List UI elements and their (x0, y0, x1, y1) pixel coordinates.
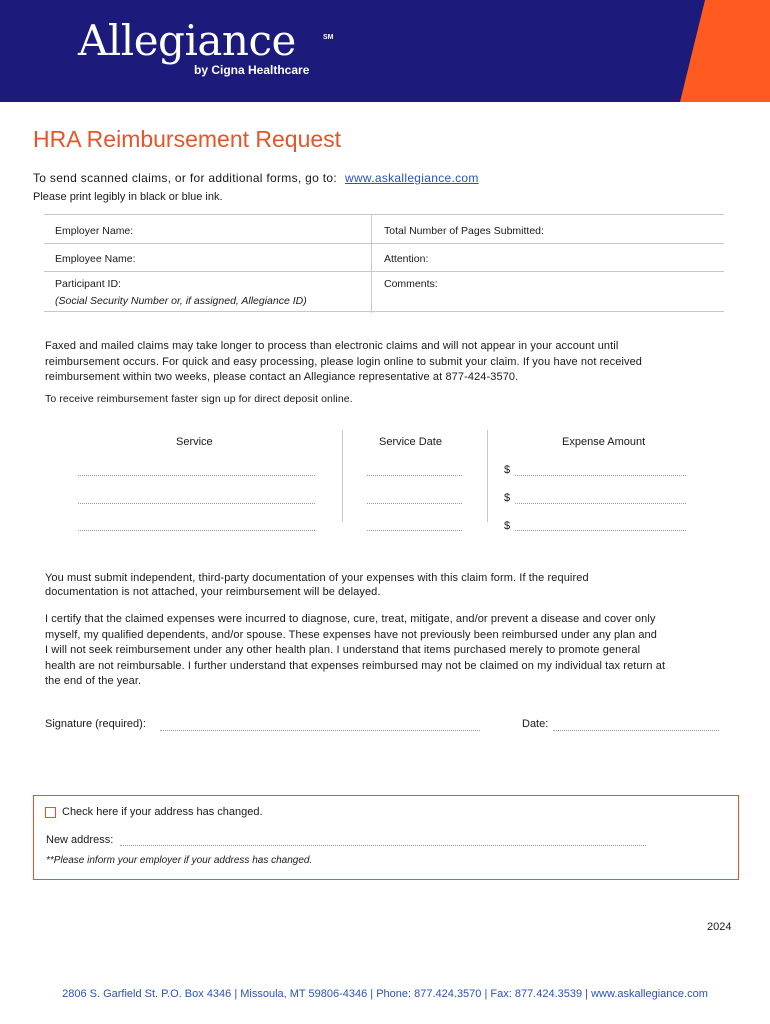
amount-line-2[interactable] (515, 503, 686, 504)
amount-line-1[interactable] (515, 475, 686, 476)
address-changed-checkbox[interactable] (45, 807, 56, 818)
processing-notice (45, 339, 642, 386)
participant-id-note: (Social Security Number or, if assigned, Allegiance ID) (55, 295, 307, 307)
comments-field[interactable]: Comments: (384, 278, 438, 290)
certification-statement (45, 612, 665, 690)
amount-line-3[interactable] (515, 530, 686, 531)
address-change-note: **Please inform your employer if your address has changed. (46, 855, 313, 866)
date-label: Date: (522, 718, 549, 730)
scan-instructions (33, 171, 479, 185)
certification-line: I will not seek reimbursement under any other health plan. I understand that items purchased merely to promote general (45, 644, 641, 656)
ink-instructions: Please print legibly in black or blue ink. (33, 191, 223, 203)
askallegiance-link[interactable]: www.askallegiance.com (344, 171, 479, 185)
notice-line: Faxed and mailed claims may take longer to process than electronic claims and will not appear in your account until (45, 340, 619, 352)
info-divider (371, 215, 372, 313)
service-mark: SM (323, 34, 334, 41)
employee-name-field[interactable]: Employee Name: (55, 253, 136, 265)
service-column-header: Service (176, 436, 213, 448)
header-banner (0, 0, 770, 102)
participant-info-table (44, 214, 724, 312)
participant-id-field[interactable]: Participant ID: (55, 278, 121, 290)
notice-line: reimbursement occurs. For quick and easy processing, please login online to submit your claim. If you have not received (45, 355, 643, 368)
documentation-line: You must submit independent, third-party documentation of your expenses with this claim form. If the required (45, 572, 589, 584)
service-line-2[interactable] (78, 503, 315, 504)
service-date-line-1[interactable] (367, 475, 462, 476)
address-changed-label: Check here if your address has changed. (62, 806, 263, 818)
attention-field[interactable]: Attention: (384, 253, 429, 265)
column-divider (342, 430, 343, 522)
service-date-column-header: Service Date (379, 436, 442, 448)
dollar-sign: $ (504, 520, 511, 532)
address-change-box (33, 795, 739, 880)
date-line[interactable] (553, 730, 719, 731)
expense-amount-column-header: Expense Amount (562, 436, 646, 448)
corner-accent-shape (680, 0, 770, 102)
scan-instructions-text: To send scanned claims, or for additional forms, go to: (33, 171, 337, 185)
signature-label: Signature (required): (45, 718, 146, 730)
certification-line: myself, my qualified dependents, and/or spouse. These expenses have not previously been reimbursed under any plan and (45, 628, 657, 641)
form-year: 2024 (707, 921, 732, 933)
new-address-line[interactable] (120, 845, 646, 846)
direct-deposit-note: To receive reimbursement faster sign up for direct deposit online. (45, 393, 353, 405)
employer-name-field[interactable]: Employer Name: (55, 225, 134, 237)
service-line-3[interactable] (78, 530, 315, 531)
logo-subtitle: by Cigna Healthcare (194, 63, 310, 77)
form-title: HRA Reimbursement Request (33, 126, 342, 152)
certification-line: health are not reimbursable. I further understand that expenses reimbursed may not be claimed on my individual tax return at (45, 659, 666, 672)
allegiance-logo (78, 16, 334, 77)
documentation-notice (45, 571, 589, 599)
dollar-sign: $ (504, 464, 511, 476)
footer-contact: 2806 S. Garfield St. P.O. Box 4346 | Missoula, MT 59806-4346 | Phone: 877.424.3570 | Fax: 877.424.3539 | www.askallegiance.com (62, 988, 708, 1000)
service-date-line-2[interactable] (367, 503, 462, 504)
documentation-line: documentation is not attached, your reimbursement will be delayed. (45, 586, 381, 598)
certification-line: the end of the year. (45, 675, 142, 687)
service-date-line-3[interactable] (367, 530, 462, 531)
logo-wordmark: Allegiance (78, 16, 296, 65)
signature-line[interactable] (160, 730, 480, 731)
notice-line: reimbursement within two weeks, please contact an Allegiance representative at 877-424-3570. (45, 371, 519, 383)
new-address-label: New address: (46, 834, 114, 846)
service-line-1[interactable] (78, 475, 315, 476)
total-pages-field[interactable]: Total Number of Pages Submitted: (384, 225, 544, 237)
dollar-sign: $ (504, 492, 511, 504)
column-divider (487, 430, 488, 522)
certification-line: I certify that the claimed expenses were incurred to diagnose, cure, treat, mitigate, and/or prevent a disease and cover only (45, 613, 656, 625)
